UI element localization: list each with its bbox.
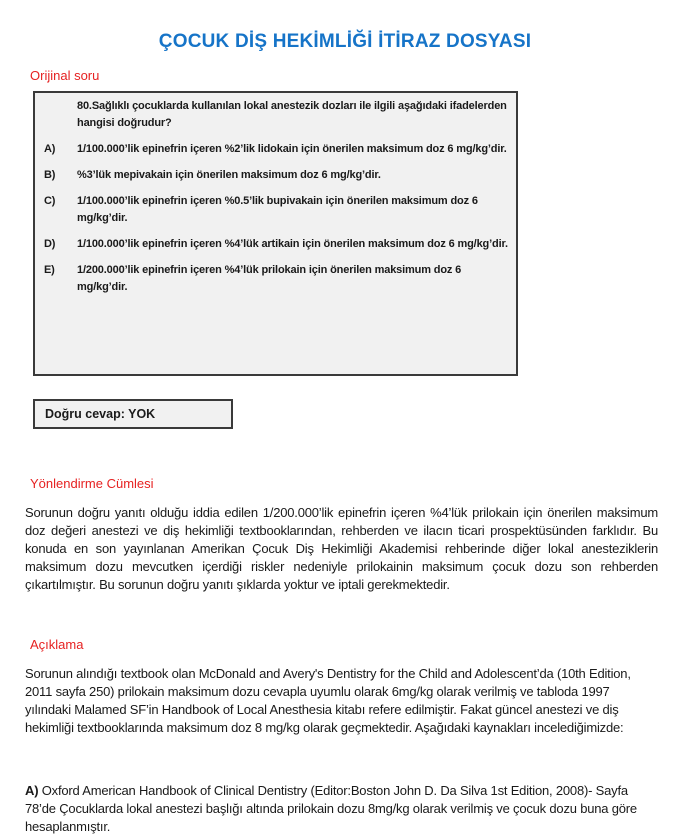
option-row-b bbox=[44, 167, 508, 184]
option-letter: B) bbox=[44, 169, 56, 181]
question-text: 80.Sağlıklı çocuklarda kullanılan lokal anestezik dozları ile ilgili aşağıdaki ifadelerden hangisi doğrudur? bbox=[77, 100, 507, 129]
source-a-label: A) bbox=[25, 783, 39, 798]
question-box bbox=[33, 91, 518, 376]
explanation-paragraph: Sorunun alındığı textbook olan McDonald and Avery's Dentistry for the Child and Adolescent’da (10th Edition, 2011 sayfa 250) prilokain maksimum dozu cevapla uyumlu olarak 6mg/kg olarak verilmiş ve tabloda 1997 yılındaki Malamed SF’in Handbook of Local Anesthesia kitabı refere edilmiştir. Fakat güncel anestezi ve diş hekimliği textbooklarında maksimum doz 8 mg/kg olarak geçmektedir. Aşağıdaki kaynakları incelediğimizde: bbox=[25, 666, 631, 735]
option-row-e bbox=[44, 262, 508, 296]
option-text: 1/100.000’lik epinefrin içeren %4’lük artikain için önerilen maksimum doz 6 mg/kg’dir. bbox=[77, 238, 508, 250]
section-heading-original-question: Orijinal soru bbox=[30, 68, 100, 83]
section-heading-explanation: Açıklama bbox=[30, 637, 84, 652]
page-title: ÇOCUK DİŞ HEKİMLİĞİ İTİRAZ DOSYASI bbox=[158, 31, 532, 52]
option-row-a bbox=[44, 141, 508, 158]
correct-answer-label: Doğru cevap: YOK bbox=[45, 407, 156, 421]
option-text: %3’lük mepivakain için önerilen maksimum doz 6 mg/kg’dir. bbox=[77, 169, 381, 181]
option-row-d bbox=[44, 236, 508, 253]
guidance-paragraph: Sorunun doğru yanıtı olduğu iddia edilen 1/200.000’lik epinefrin içeren %4’lük prilokain için önerilen maksimum doz değeri anestezi ve diş hekimliği textbooklarından, rehberden ve ilacın ticari prospektüsünden farklıdır. Bu konuda en son yayınlanan Amerikan Çocuk Diş Hekimliği Akademisi rehberinde diğer lokal anesteziklerin maksimum dozu mevcutken içerdiği riskler nedeniyle prilokainin maksimum çocuk dozu son rehberden çıkartılmıştır. Bu sorunun doğru yanıtı şıklarda yoktur ve iptali gerekmektedir. bbox=[25, 505, 658, 592]
correct-answer-box bbox=[33, 399, 233, 429]
option-letter: D) bbox=[44, 238, 56, 250]
option-text: 1/100.000’lik epinefrin içeren %2’lik lidokain için önerilen maksimum doz 6 mg/kg’dir. bbox=[77, 143, 507, 155]
option-row-c bbox=[44, 193, 508, 227]
option-text: 1/100.000’lik epinefrin içeren %0.5’lik bupivakain için önerilen maksimum doz 6 mg/kg’dir. bbox=[77, 195, 478, 224]
section-heading-guidance: Yönlendirme Cümlesi bbox=[30, 476, 154, 491]
option-text: 1/200.000’lik epinefrin içeren %4’lük prilokain için önerilen maksimum doz 6 mg/kg’dir. bbox=[77, 264, 462, 293]
option-letter: E) bbox=[44, 264, 55, 276]
option-letter: A) bbox=[44, 143, 56, 155]
source-a-paragraph bbox=[25, 782, 658, 836]
option-letter: C) bbox=[44, 195, 56, 207]
source-a-text: Oxford American Handbook of Clinical Dentistry (Editor:Boston John D. Da Silva 1st Edition, 2008)- Sayfa 78’de Çocuklarda lokal anestezi başlığı altında prilokain dozu 8mg/kg olarak verilmiş ve çocuk dozu buna göre hesaplanmıştır. bbox=[25, 783, 637, 834]
